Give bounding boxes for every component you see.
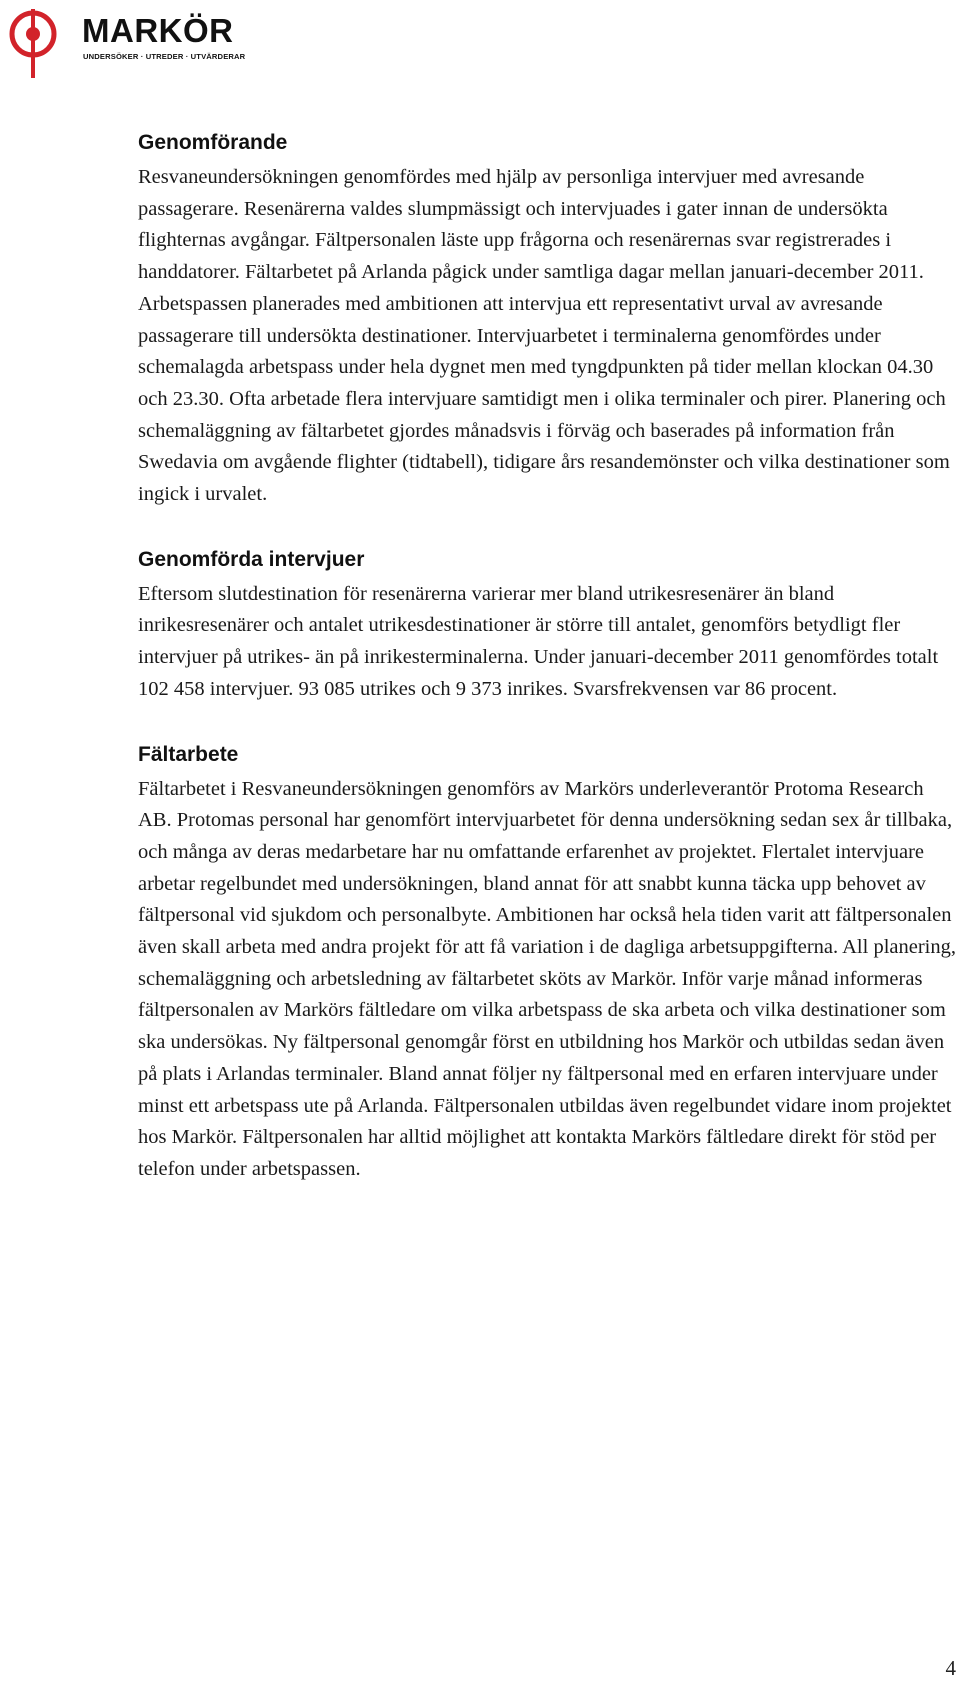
section-genomforande — [138, 128, 958, 511]
section-paragraph: Eftersom slutdestination för resenärerna varierar mer bland utrikesresenärer än bland inrikesresenärer och antalet utrikesdestinationer är större till antalet, genomförs betydligt fler intervjuer på utrikes- än på inrikesterminalerna. Under januari-december 2011 genomfördes totalt 102 458 intervjuer. 93 085 utrikes och 9 373 inrikes. Svarsfrekvensen var 86 procent. — [138, 582, 939, 700]
logo-tagline: UNDERSÖKER · UTREDER · UTVÄRDERAR — [83, 52, 246, 61]
page-number: 4 — [945, 1656, 956, 1680]
section-paragraph: Resvaneundersökningen genomfördes med hjälp av personliga intervjuer med avresande passagerare. Resenärerna valdes slumpmässigt och intervjuades i gater innan de undersökta flighternas avgångar. Fältpersonalen läste upp frågorna och resenärernas svar registrerades i handdatorer. Fältarbetet på Arlanda pågick under samtliga dagar mellan januari-december 2011. Arbetspassen planerades med ambitionen att intervjua ett representativt urval av avresande passagerare till undersökta destinationer. Intervjuarbetet i terminalerna genomfördes under schemalagda arbetspass under hela dygnet men med tyngdpunkten på tider mellan klockan 04.30 och 23.30. Ofta arbetade flera intervjuare samtidigt men i olika terminaler och pirer. Planering och schemaläggning av fältarbetet gjordes månadsvis i förväg och baserades på information från Swedavia om avgående flighter (tidtabell), tidigare års resandemönster och vilka destinationer som ingick i urvalet. — [138, 166, 950, 506]
section-heading: Genomförande — [138, 131, 288, 154]
section-paragraph: Fältarbetet i Resvaneundersökningen genomförs av Markörs underleverantör Protoma Research AB. Protomas personal har genomfört intervjuarbetet för denna undersökning sedan sex år tillbaka, och många av deras medarbetare har nu omfattande erfarenhet av projektet. Flertalet intervjuare arbetar regelbundet med undersökningen, bland annat för att snabbt kunna täcka upp behovet av fältpersonal vid sjukdom och personalbyte. Ambitionen har också hela tiden varit att fältpersonalen även skall arbeta med andra projekt för att få variation i de dagliga arbetsuppgifterna. All planering, schemaläggning och arbetsledning av fältarbetet sköts av Markör. Inför varje månad informeras fältpersonalen av Markörs fältledare om vilka arbetspass de ska arbeta och vilka destinationer som ska undersökas. Ny fältpersonal genomgår först en utbildning hos Markör och utbildas sedan även på plats i Arlandas terminaler. Bland annat följer ny fältpersonal med en erfaren intervjuare under minst ett arbetspass ute på Arlanda. Fältpersonalen utbildas även regelbundet vidare inom projektet hos Markör. Fältpersonalen har alltid möjlighet att kontakta Markörs fältledare direkt för stöd per telefon under arbetspassen. — [138, 777, 956, 1180]
logo-wordmark: MARKÖR — [82, 12, 234, 49]
section-genomforda-intervjuer — [138, 545, 958, 706]
section-heading: Fältarbete — [138, 742, 239, 766]
document-body — [138, 128, 958, 1220]
crosshair-target-icon — [6, 6, 78, 78]
section-faltarbete — [138, 740, 958, 1186]
section-heading: Genomförda intervjuer — [138, 547, 365, 571]
markor-logo — [6, 6, 246, 78]
